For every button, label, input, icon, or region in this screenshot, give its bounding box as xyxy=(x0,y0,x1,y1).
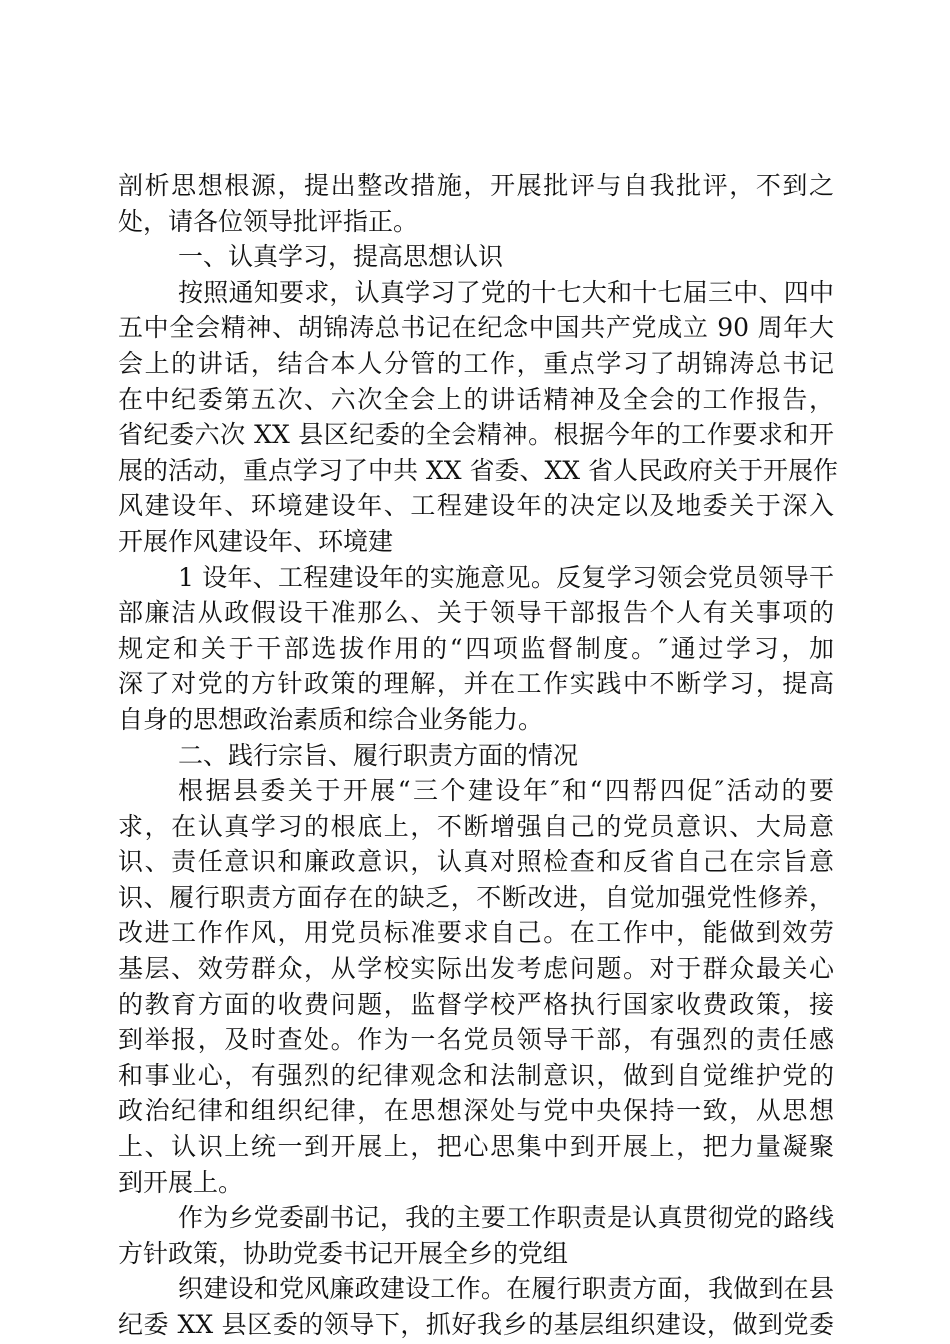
text-line: 处，请各位领导批评指正。 xyxy=(118,206,419,236)
text-line: 基层、效劳群众，从学校实际出发考虑问题。对于群众最关心 xyxy=(118,954,834,984)
text-line: 1 设年、工程建设年的实施意见。反复学习领会党员领导干 xyxy=(178,562,834,592)
text-line: 到开展上。 xyxy=(118,1167,244,1197)
text-line: 政治纪律和组织纪律，在思想深处与党中央保持一致，从思想 xyxy=(118,1096,834,1126)
text-line: 五中全会精神、胡锦涛总书记在纪念中国共产党成立 90 周年大 xyxy=(118,313,834,343)
text-line: 展的活动，重点学习了中共 XX 省委、XX 省人民政府关于开展作 xyxy=(118,455,839,485)
text-line: 二、践行宗旨、履行职责方面的情况 xyxy=(178,740,579,770)
text-line: 自身的思想政治素质和综合业务能力。 xyxy=(118,704,544,734)
text-line: 风建设年、环境建设年、工程建设年的决定以及地委关于深入 xyxy=(118,491,834,521)
text-line: 开展作风建设年、环境建 xyxy=(118,526,394,556)
text-line: 改进工作作风，用党员标准要求自己。在工作中，能做到效劳 xyxy=(118,918,834,948)
text-line: 深了对党的方针政策的理解，并在工作实践中不断学习，提高 xyxy=(118,669,834,699)
document-body xyxy=(118,168,839,1343)
text-line: 求，在认真学习的根底上，不断增强自己的党员意识、大局意 xyxy=(118,811,834,841)
text-line: 在中纪委第五次、六次全会上的讲话精神及全会的工作报告， xyxy=(118,384,834,414)
text-line: 方针政策，协助党委书记开展全乡的党组 xyxy=(118,1238,569,1268)
text-line: 会上的讲话，结合本人分管的工作，重点学习了胡锦涛总书记 xyxy=(118,348,834,378)
text-line: 的教育方面的收费问题，监督学校严格执行国家收费政策，接 xyxy=(118,989,834,1019)
text-line: 根据县委关于开展“三个建设年″和“四帮四促″活动的要 xyxy=(178,776,834,806)
text-line: 作为乡党委副书记，我的主要工作职责是认真贯彻党的路线 xyxy=(178,1203,834,1233)
text-line: 上、认识上统一到开展上，把心思集中到开展上，把力量凝聚 xyxy=(118,1132,834,1162)
text-line: 部廉洁从政假设干准那么、关于领导干部报告个人有关事项的 xyxy=(118,598,834,628)
text-line: 识、履行职责方面存在的缺乏，不断改进，自觉加强党性修养， xyxy=(118,882,834,912)
text-line: 织建设和党风廉政建设工作。在履行职责方面，我做到在县 xyxy=(178,1274,834,1304)
text-line: 和事业心，有强烈的纪律观念和法制意识，做到自觉维护党的 xyxy=(118,1060,834,1090)
text-line: 纪委 XX 县区委的领导下，抓好我乡的基层组织建设，做到党委 xyxy=(118,1310,834,1339)
text-line: 剖析思想根源，提出整改措施，开展批评与自我批评，不到之 xyxy=(118,171,834,200)
text-line: 规定和关于干部选拔作用的“四项监督制度。″通过学习，加 xyxy=(118,633,834,663)
text-line: 识、责任意识和廉政意识，认真对照检查和反省自己在宗旨意 xyxy=(118,847,834,877)
text-line: 到举报，及时查处。作为一名党员领导干部，有强烈的责任感 xyxy=(118,1025,834,1055)
text-line: 一、认真学习，提高思想认识 xyxy=(178,242,504,272)
text-line: 省纪委六次 XX 县区纪委的全会精神。根据今年的工作要求和开 xyxy=(118,420,834,450)
text-line: 按照通知要求，认真学习了党的十七大和十七届三中、四中 xyxy=(178,277,834,307)
